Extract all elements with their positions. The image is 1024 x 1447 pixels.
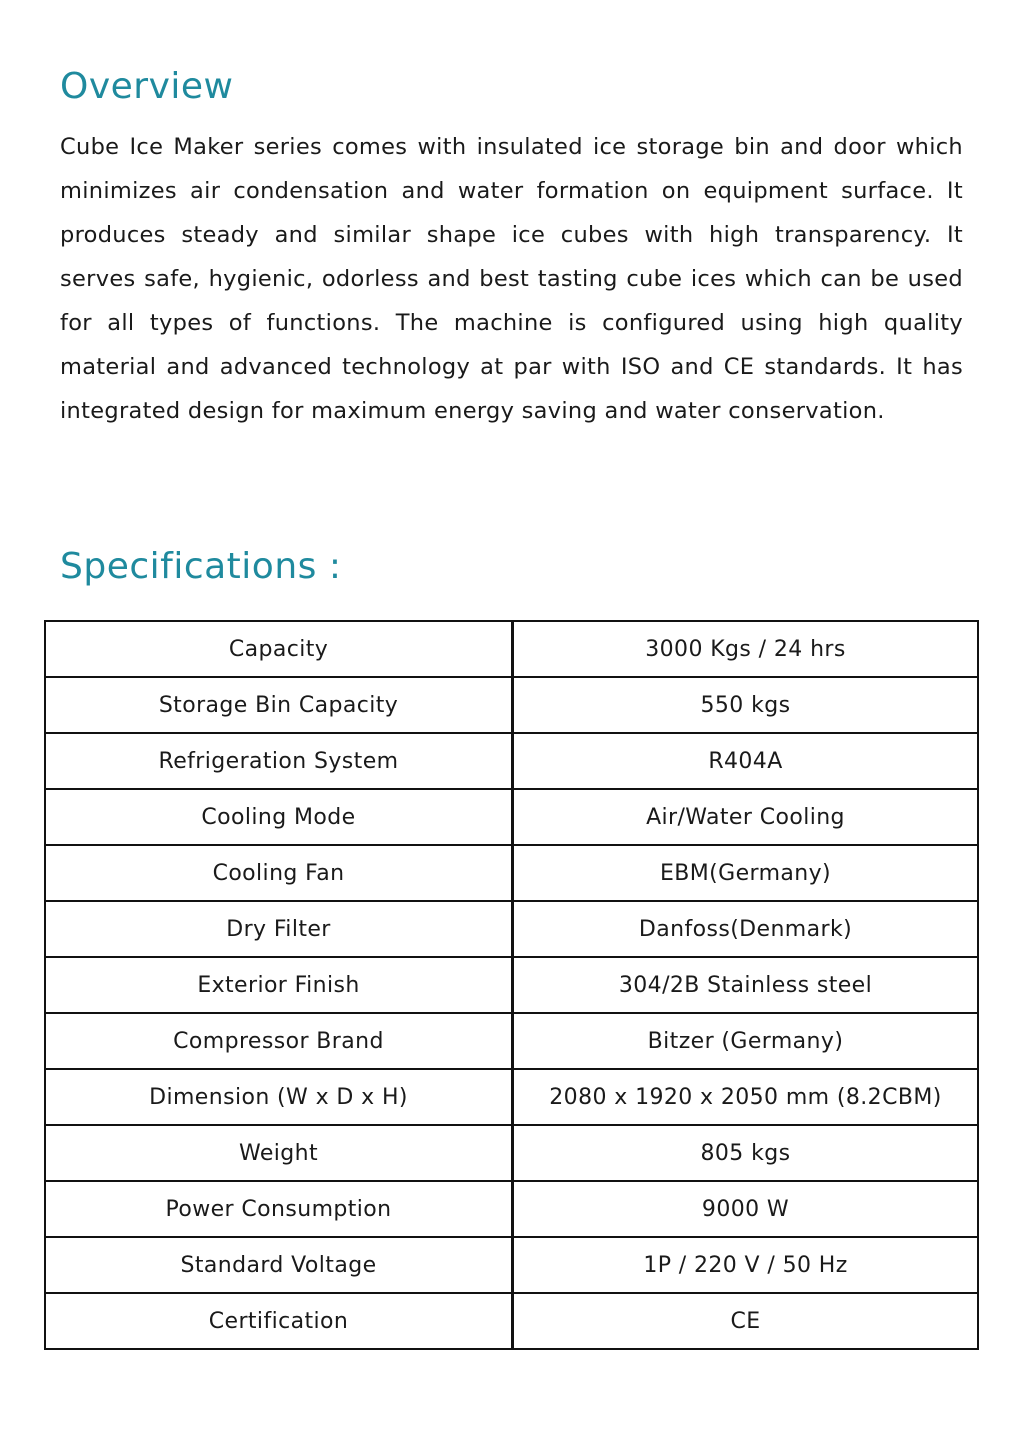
spec-value: 9000 W xyxy=(513,1181,979,1237)
table-row xyxy=(45,901,978,957)
spec-value: 550 kgs xyxy=(513,677,979,733)
table-row xyxy=(45,789,978,845)
table-row xyxy=(45,1125,978,1181)
table-row xyxy=(45,677,978,733)
table-row xyxy=(45,1181,978,1237)
spec-label: Cooling Fan xyxy=(45,845,513,901)
spec-value: R404A xyxy=(513,733,979,789)
spec-value: EBM(Germany) xyxy=(513,845,979,901)
spec-label: Dimension (W x D x H) xyxy=(45,1069,513,1125)
spec-label: Compressor Brand xyxy=(45,1013,513,1069)
spec-label: Certification xyxy=(45,1293,513,1349)
spec-label: Standard Voltage xyxy=(45,1237,513,1293)
spec-label: Power Consumption xyxy=(45,1181,513,1237)
table-row xyxy=(45,845,978,901)
table-row xyxy=(45,1013,978,1069)
spec-value: 805 kgs xyxy=(513,1125,979,1181)
spec-value: 1P / 220 V / 50 Hz xyxy=(513,1237,979,1293)
spec-label: Refrigeration System xyxy=(45,733,513,789)
spec-label: Exterior Finish xyxy=(45,957,513,1013)
overview-heading: Overview xyxy=(60,66,234,107)
spec-value: 2080 x 1920 x 2050 mm (8.2CBM) xyxy=(513,1069,979,1125)
spec-label: Storage Bin Capacity xyxy=(45,677,513,733)
table-row xyxy=(45,621,978,677)
table-row xyxy=(45,1069,978,1125)
table-row xyxy=(45,957,978,1013)
specifications-table xyxy=(44,620,979,1350)
spec-label: Weight xyxy=(45,1125,513,1181)
spec-label: Capacity xyxy=(45,621,513,677)
spec-value: 3000 Kgs / 24 hrs xyxy=(513,621,979,677)
spec-value: Bitzer (Germany) xyxy=(513,1013,979,1069)
spec-label: Cooling Mode xyxy=(45,789,513,845)
table-row xyxy=(45,1237,978,1293)
spec-value: 304/2B Stainless steel xyxy=(513,957,979,1013)
spec-value: Danfoss(Denmark) xyxy=(513,901,979,957)
specifications-heading: Specifications : xyxy=(60,546,342,587)
spec-label: Dry Filter xyxy=(45,901,513,957)
table-row xyxy=(45,733,978,789)
table-row xyxy=(45,1293,978,1349)
spec-value: CE xyxy=(513,1293,979,1349)
overview-paragraph: Cube Ice Maker series comes with insulated ice storage bin and door which minimizes air condensation and water formation on equipment surface. It produces steady and similar shape ice cubes with high transparency. It serves safe, hygienic, odorless and best tasting cube ices which can be used for all types of functions. The machine is configured using high quality material and advanced technology at par with ISO and CE standards. It has integrated design for maximum energy saving and water conservation. xyxy=(60,134,963,424)
spec-value: Air/Water Cooling xyxy=(513,789,979,845)
